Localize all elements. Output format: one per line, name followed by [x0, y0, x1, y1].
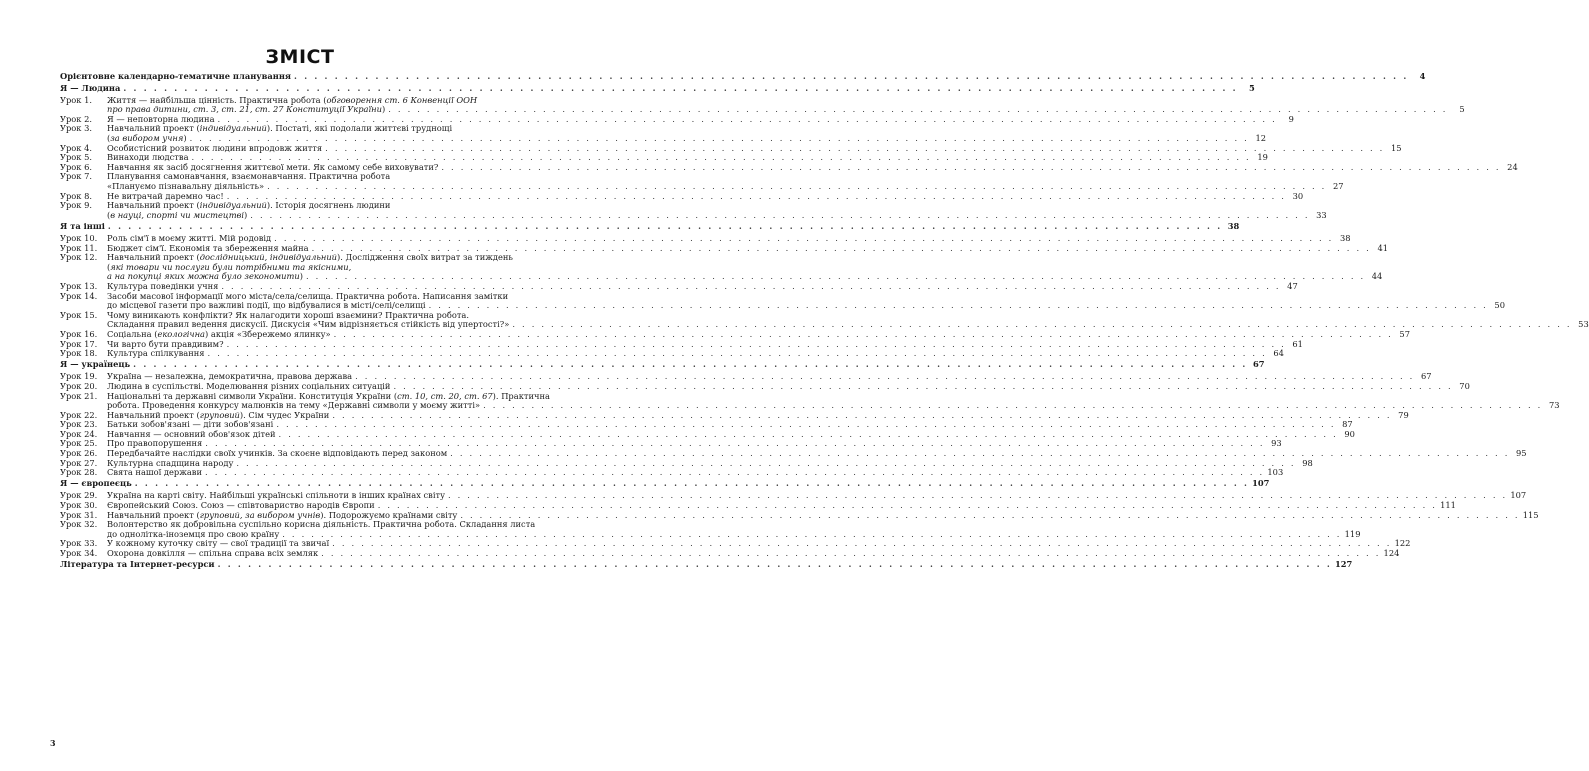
lesson-body	[107, 468, 1283, 478]
lesson-body	[107, 292, 1505, 311]
lesson-title: Європейський Союз. Союз — співтовариство народів Європи	[107, 500, 375, 511]
lesson-title: Навчальний проект (груповий). Сім чудес України	[107, 409, 330, 420]
lesson-label: Урок 30.	[60, 500, 98, 511]
page-ref: 98	[1302, 457, 1313, 468]
toc-section-row	[60, 359, 1265, 370]
lesson-label: Урок 31.	[60, 509, 98, 520]
lesson-title: до місцевої газети про важливі події, що відбувалися в місті/селі/селищі	[107, 300, 426, 311]
lesson-body	[107, 349, 1284, 359]
toc-line	[107, 211, 1327, 221]
page-title: ЗМІСТ	[265, 46, 335, 68]
lesson-title: Навчальний проект (індивідуальний). Постаті, які подолали життєві труднощі	[107, 123, 453, 134]
page-ref: 15	[1390, 142, 1402, 153]
lesson-body	[107, 172, 1344, 191]
page-ref: 5	[1248, 82, 1255, 93]
toc-lesson-row	[60, 348, 1284, 359]
lesson-title: Навчальний проект (груповий, за вибором учнів). Подорожуємо країнами світу	[107, 509, 458, 520]
page-ref: 107	[1252, 478, 1270, 489]
lesson-title: Культура поведінки учня	[107, 280, 219, 291]
section-title: Орієнтовне календарно-тематичне планування	[60, 70, 292, 81]
page-ref: 9	[1288, 113, 1294, 124]
lesson-label: Урок 16.	[60, 328, 98, 339]
page-ref: 41	[1377, 242, 1388, 253]
lesson-label: Урок 12.	[60, 252, 98, 263]
toc-line	[60, 72, 1425, 82]
toc-lesson-row	[60, 548, 1400, 559]
toc-line	[107, 468, 1283, 478]
section-title: Я — Людина	[60, 82, 121, 93]
toc-section-row	[60, 478, 1270, 489]
lesson-title: Передбачайте наслідки своїх учинків. За скоєне відповідають перед законом	[107, 448, 448, 459]
lesson-title: Роль сім'ї в моєму житті. Мій родовід	[107, 233, 272, 243]
toc-lesson-row	[60, 94, 1465, 115]
lesson-label: Урок 23.	[60, 419, 98, 430]
page-ref: 53	[1578, 319, 1589, 330]
lesson-body	[107, 253, 1382, 282]
dot-leader	[321, 549, 1380, 559]
lesson-title: Україна — незалежна, демократична, правова держава	[107, 371, 353, 382]
lesson-label: Урок 28.	[60, 467, 98, 478]
toc-line	[107, 349, 1284, 359]
lesson-label: Урок 24.	[60, 428, 98, 439]
page-ref: 50	[1494, 300, 1505, 311]
lesson-title: Україна на карті світу. Найбільші українські спільноти в інших країнах світу	[107, 490, 445, 501]
section-title: Література та Інтернет-ресурси	[60, 559, 215, 570]
page-ref: 64	[1273, 348, 1284, 359]
lesson-title: Про правопорушення	[107, 438, 203, 449]
lesson-title: Охорона довкілля — спільна справа всіх земляк	[107, 548, 319, 558]
page-ref: 44	[1371, 271, 1383, 282]
lesson-title: Бюджет сім'ї. Економія та збереження майна	[107, 242, 309, 253]
lesson-title: «Плануємо пізнавальну діяльність»	[107, 181, 265, 192]
toc-section-row	[60, 559, 1353, 570]
toc-lesson-row	[60, 309, 1589, 330]
lesson-title: Складання правил ведення дискусії. Дискусія «Чим відрізняється стійкість від упертості?»	[107, 319, 510, 330]
dot-leader	[108, 222, 1222, 232]
lesson-label: Урок 19.	[60, 371, 98, 382]
dot-leader	[135, 479, 1249, 489]
toc-lesson-row	[60, 171, 1344, 192]
lesson-body	[107, 201, 1327, 220]
page-ref: 47	[1287, 280, 1298, 291]
lesson-title: Навчальний проект (індивідуальний). Історія досягнень людини	[107, 200, 391, 211]
dot-leader	[133, 360, 1247, 370]
page-ref: 4	[1419, 70, 1426, 81]
lesson-label: Урок 22.	[60, 409, 98, 420]
lesson-title: Батьки зобов'язані — діти зобов'язані	[107, 419, 274, 430]
toc-line	[107, 549, 1399, 559]
toc-section-row	[60, 220, 1240, 232]
toc-section-row	[60, 82, 1255, 94]
lesson-label: Урок 29.	[60, 490, 98, 501]
lesson-label: Урок 7.	[60, 171, 93, 182]
dot-leader	[294, 72, 1408, 82]
lesson-title: Навчальний проект (дослідницький, індивідуальний). Дослідження своїх витрат за тиждень	[107, 252, 513, 263]
page-ref: 127	[1334, 559, 1353, 570]
page-ref: 93	[1271, 438, 1282, 449]
page-ref: 12	[1255, 133, 1266, 144]
toc-lesson-row	[60, 467, 1284, 478]
toc-lesson-row	[60, 123, 1266, 144]
lesson-title: Життя — найбільша цінність. Практична робота (обговорення ст. 6 Конвенції ООН	[107, 94, 478, 105]
toc-line	[60, 222, 1239, 232]
section-title: Я — європеєць	[60, 478, 132, 489]
dot-leader	[208, 349, 1267, 359]
toc-line	[60, 360, 1265, 370]
lesson-body	[107, 549, 1399, 559]
toc-lesson-row	[60, 390, 1560, 411]
lesson-label: Урок 9.	[60, 200, 93, 211]
page-ref: 87	[1342, 419, 1353, 430]
lesson-label: Урок 25.	[60, 438, 98, 449]
lesson-label: Урок 20.	[60, 380, 98, 391]
page-ref: 67	[1420, 371, 1432, 382]
lesson-label: Урок 21.	[60, 390, 98, 401]
toc-lesson-row	[60, 252, 1383, 282]
lesson-label: Урок 3.	[60, 123, 93, 134]
lesson-title: Свята нашої держави	[107, 467, 203, 478]
lesson-label: Урок 14.	[60, 290, 98, 301]
page-ref: 73	[1548, 400, 1560, 411]
lesson-title: Національні та державні символи України. Конституція України (ст. 10, ст. 20, ст. 67). Практична	[107, 390, 550, 401]
lesson-label: Урок 27.	[60, 457, 98, 468]
lesson-title: У кожному куточку світу — свої традиції та звичаї	[107, 538, 330, 549]
lesson-label: Урок 6.	[60, 161, 93, 172]
lesson-label: Урок 8.	[60, 190, 93, 201]
lesson-title: про права дитини, ст. 3, ст. 21, ст. 27 Конституції України)	[107, 104, 386, 115]
lesson-label: Урок 10.	[60, 233, 98, 243]
toc-lesson-row	[60, 519, 1361, 539]
page-ref: 38	[1227, 220, 1240, 231]
lesson-body	[107, 520, 1360, 539]
lesson-title: Культура спілкування	[107, 348, 205, 359]
lesson-title: робота. Проведення конкурсу малюнків на тему «Державні символи у моєму житті»	[107, 400, 481, 411]
lesson-title: Соціальна (екологічна) акція «Збережемо ялинку»	[107, 328, 331, 339]
lesson-title: Чому виникають конфлікти? Як налагодити хороші взаємини? Практична робота.	[107, 309, 469, 320]
page-ref: 30	[1292, 190, 1304, 201]
dot-leader	[393, 382, 1452, 392]
lesson-title: Я — неповторна людина	[107, 113, 215, 124]
lesson-title: а на покупці яких можна було зекономити)	[107, 271, 303, 282]
page-ref: 122	[1394, 538, 1411, 549]
dot-leader	[250, 211, 1309, 221]
lesson-label: Урок 33.	[60, 538, 98, 549]
lesson-label: Урок 5.	[60, 152, 93, 163]
lesson-title: Навчання — основний обов'язок дітей	[107, 428, 276, 439]
dot-leader	[123, 84, 1237, 94]
lesson-title: (в науці, спорті чи мистецтві)	[107, 209, 248, 220]
toc-line	[60, 560, 1352, 570]
lesson-title: (за вибором учня)	[107, 133, 187, 144]
lesson-label: Урок 2.	[60, 113, 93, 124]
page-ref: 79	[1398, 409, 1409, 420]
section-title: Я та інші	[60, 220, 105, 231]
lesson-title: Планування самонавчання, взаємонавчання. Практична робота	[107, 171, 391, 182]
toc-line	[60, 479, 1269, 489]
lesson-label: Урок 13.	[60, 280, 98, 291]
lesson-title: Чи варто бути правдивим?	[107, 338, 224, 349]
page-ref: 27	[1332, 181, 1344, 192]
page-ref: 103	[1267, 467, 1284, 478]
lesson-title: Людина в суспільстві. Моделювання різних соціальних ситуацій	[107, 380, 391, 391]
lesson-title: Навчання як засіб досягнення життєвої мети. Як самому себе виховувати?	[107, 161, 439, 172]
page-ref: 115	[1522, 509, 1539, 520]
page-ref: 33	[1316, 209, 1327, 220]
lesson-title: Особистісний розвиток людини впродовж життя	[107, 142, 323, 153]
page-ref: 70	[1459, 380, 1470, 391]
page-ref: 19	[1257, 152, 1268, 163]
toc-section-row	[60, 70, 1426, 82]
lesson-label: Урок 18.	[60, 348, 98, 359]
page-ref: 119	[1344, 528, 1361, 539]
lesson-title: Засоби масової інформації мого міста/села/селища. Практична робота. Написання замітки	[107, 290, 509, 301]
lesson-title: Винаходи людства	[107, 152, 189, 163]
lesson-label: Урок 4.	[60, 142, 93, 153]
page-ref: 61	[1292, 338, 1303, 349]
lesson-label: Урок 1.	[60, 94, 93, 105]
page-ref: 67	[1252, 359, 1265, 370]
page-ref: 24	[1507, 161, 1518, 172]
lesson-body	[107, 124, 1266, 143]
lesson-label: Урок 34.	[60, 548, 98, 558]
page-number: 3	[50, 738, 56, 748]
page-ref: 124	[1383, 548, 1400, 558]
page-ref: 57	[1399, 328, 1410, 339]
page-ref: 5	[1459, 104, 1465, 115]
lesson-label: Урок 26.	[60, 448, 98, 459]
page-ref: 95	[1516, 448, 1527, 459]
lesson-title: Культурна спадщина народу	[107, 457, 234, 468]
dot-leader	[218, 560, 1332, 570]
toc-lesson-row	[60, 200, 1327, 220]
toc-line	[60, 84, 1255, 94]
page-ref: 90	[1344, 428, 1355, 439]
lesson-title: до однолітка-іноземця про свою країну	[107, 528, 280, 539]
table-of-contents	[60, 70, 1589, 572]
lesson-label: Урок 17.	[60, 338, 98, 349]
lesson-title: Волонтерство як добровільна суспільно корисна діяльність. Практична робота. Складання листа	[107, 519, 536, 530]
lesson-label: Урок 11.	[60, 242, 98, 253]
page-ref: 111	[1440, 500, 1456, 511]
page-ref: 38	[1339, 233, 1351, 243]
lesson-body	[107, 311, 1589, 330]
lesson-title: (які товари чи послуги були потрібними та якісними,	[107, 261, 352, 272]
dot-leader	[441, 163, 1500, 173]
lesson-title: Не витрачай даремно час!	[107, 190, 224, 201]
dot-leader	[205, 468, 1264, 478]
lesson-label: Урок 15.	[60, 309, 98, 320]
toc-lesson-row	[60, 290, 1505, 311]
dot-leader	[429, 301, 1488, 311]
dot-leader	[460, 511, 1519, 521]
page-ref: 107	[1510, 490, 1527, 501]
lesson-body	[107, 392, 1560, 411]
lesson-label: Урок 32.	[60, 519, 98, 530]
lesson-body	[107, 96, 1465, 115]
section-title: Я — українець	[60, 359, 131, 370]
